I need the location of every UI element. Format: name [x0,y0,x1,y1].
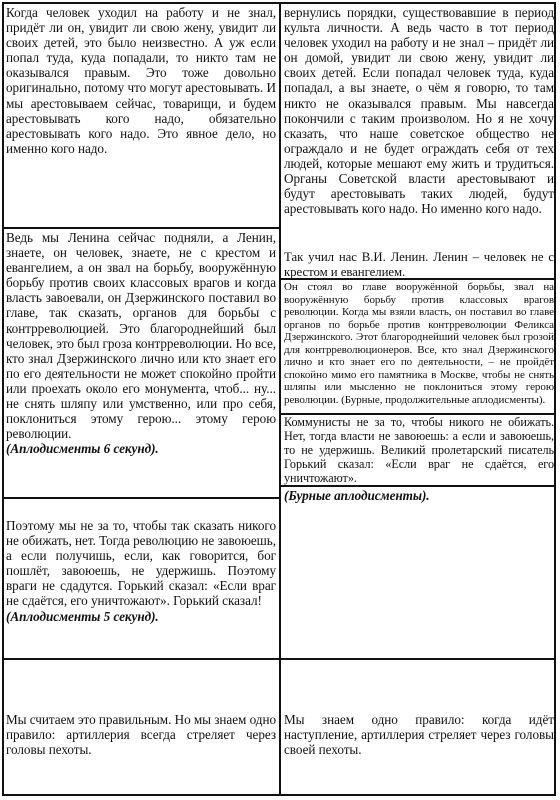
row-rule-4 [281,413,556,415]
right-applause: (Бурные аплодисменты). [284,488,430,503]
left-cell-1 [6,5,276,227]
right-paragraph-4: Коммунисты не за то, чтобы никого не обижать. Нет, тогда власти не завоюешь: а если и завоюешь, то не удержишь. Великий пролетарский писатель Горький сказал: «Если враг не сдаётся, его уничтожают». [284,416,554,485]
right-cell-5 [284,488,554,658]
left-paragraph-4: Мы считаем это правильным. Но мы знаем одно правило: артиллерия всегда стреляет через головы пехоты. [6,712,276,758]
column-divider [279,2,281,796]
right-cell-1 [284,5,554,247]
row-rule-1 [2,227,279,229]
row-rule-6 [2,658,556,660]
right-paragraph-1: вернулись порядки, существовавшие в период культа личности. А ведь часто в тот период человек уходил на работу и не знал – придёт ли он домой, увидит ли свою жену, увидит ли своих детей. Если попадал человек туда, куда попадал, а вы знаете, о чём я говорю, то там никто не оказывался правым. Мы навсегда покончили с таким произволом. Но я не хочу сказать, что наше советское общество не ограждало и не будет ограждать себя от тех людей, которые мешают ему жить и трудиться. Органы Советской власти арестовывают и будут арестовывать таких людей, будут арестовывать кого надо. Но именно кого надо. [284,5,554,217]
right-paragraph-5: Мы знаем одно правило: когда идёт наступление, артиллерия стреляет через головы своей пехоты. [284,712,554,758]
left-paragraph-3: Поэтому мы не за то, чтобы так сказать никого не обижать, нет. Тогда революцию не завоюешь, а если получишь, если, как говорится, бог пошлёт, завоюешь, не удержишь. Поэтому враги не сдадутся. Горький сказал: «Если враг не сдаётся, его уничтожают». Горький сказал! [6,518,276,609]
right-paragraph-3: Он стоял во главе вооружённой борьбы, звал на вооружённую борьбу против классовых врагов революции. Когда мы взяли власть, он поставил во главе органов по борьбе против контрреволюции Феликса Дзержинского. Этот благороднейший человек был грозой для контрреволюционеров. Все, кто знал Дзержинского лично и кто знает его по деятельности, – не пройдёт спокойно мимо его памятника в Москве, чтобы не снять шляпы или мысленно не поклониться этому герою революции. (Бурные, продолжительные аплодисменты). [284,281,554,406]
left-cell-3 [6,518,276,658]
left-paragraph-2: Ведь мы Ленина сейчас подняли, а Ленин, знаете, он человек, знаете, не с крестом и евангелием, а он звал на борьбу, вооружённую борьбу против своих классовых врагов и когда власть завоевали, он Дзержинского поставил во главе, так сказать, органов для борьбы с контрреволюцией. Это благороднейший был человек, это был гроза контрреволюции. Но все, кто знал Дзержинского лично или кто знает его по его деятельности не может спокойно пройти или проехать около его монумента, чтоб... ну... не снять шляпу или умственно, или про себя, поклониться этому герою... этому герою революции. [6,230,276,442]
row-rule-3 [2,497,279,499]
left-cell-2 [6,230,276,497]
right-paragraph-2: Так учил нас В.И. Ленин. Ленин – человек не с крестом и евангелием. [284,250,554,278]
left-paragraph-1: Когда человек уходил на работу и не знал, придёт ли он, увидит ли свою жену, увидит ли своих детей, это было неизвестно. А уж если попал туда, куда попадали, то никто там не оказывался правым. Это тоже довольно оригинально, потому что могут арестовывать. И мы арестовываем сейчас, товарищи, и будем арестовывать кого надо, обязательно арестовывать кого надо. Это явное дело, но именно кого надо. [6,5,276,156]
left-applause-2: (Аплодисменты 5 секунд). [6,608,159,624]
right-cell-4 [284,416,554,485]
right-cell-3 [284,281,554,413]
left-cell-4 [6,712,276,796]
row-rule-5 [281,485,556,487]
right-cell-6 [284,712,554,796]
left-applause-1: (Аплодисменты 6 секунд). [6,441,159,457]
row-rule-2 [281,278,556,280]
right-cell-2 [284,250,554,278]
